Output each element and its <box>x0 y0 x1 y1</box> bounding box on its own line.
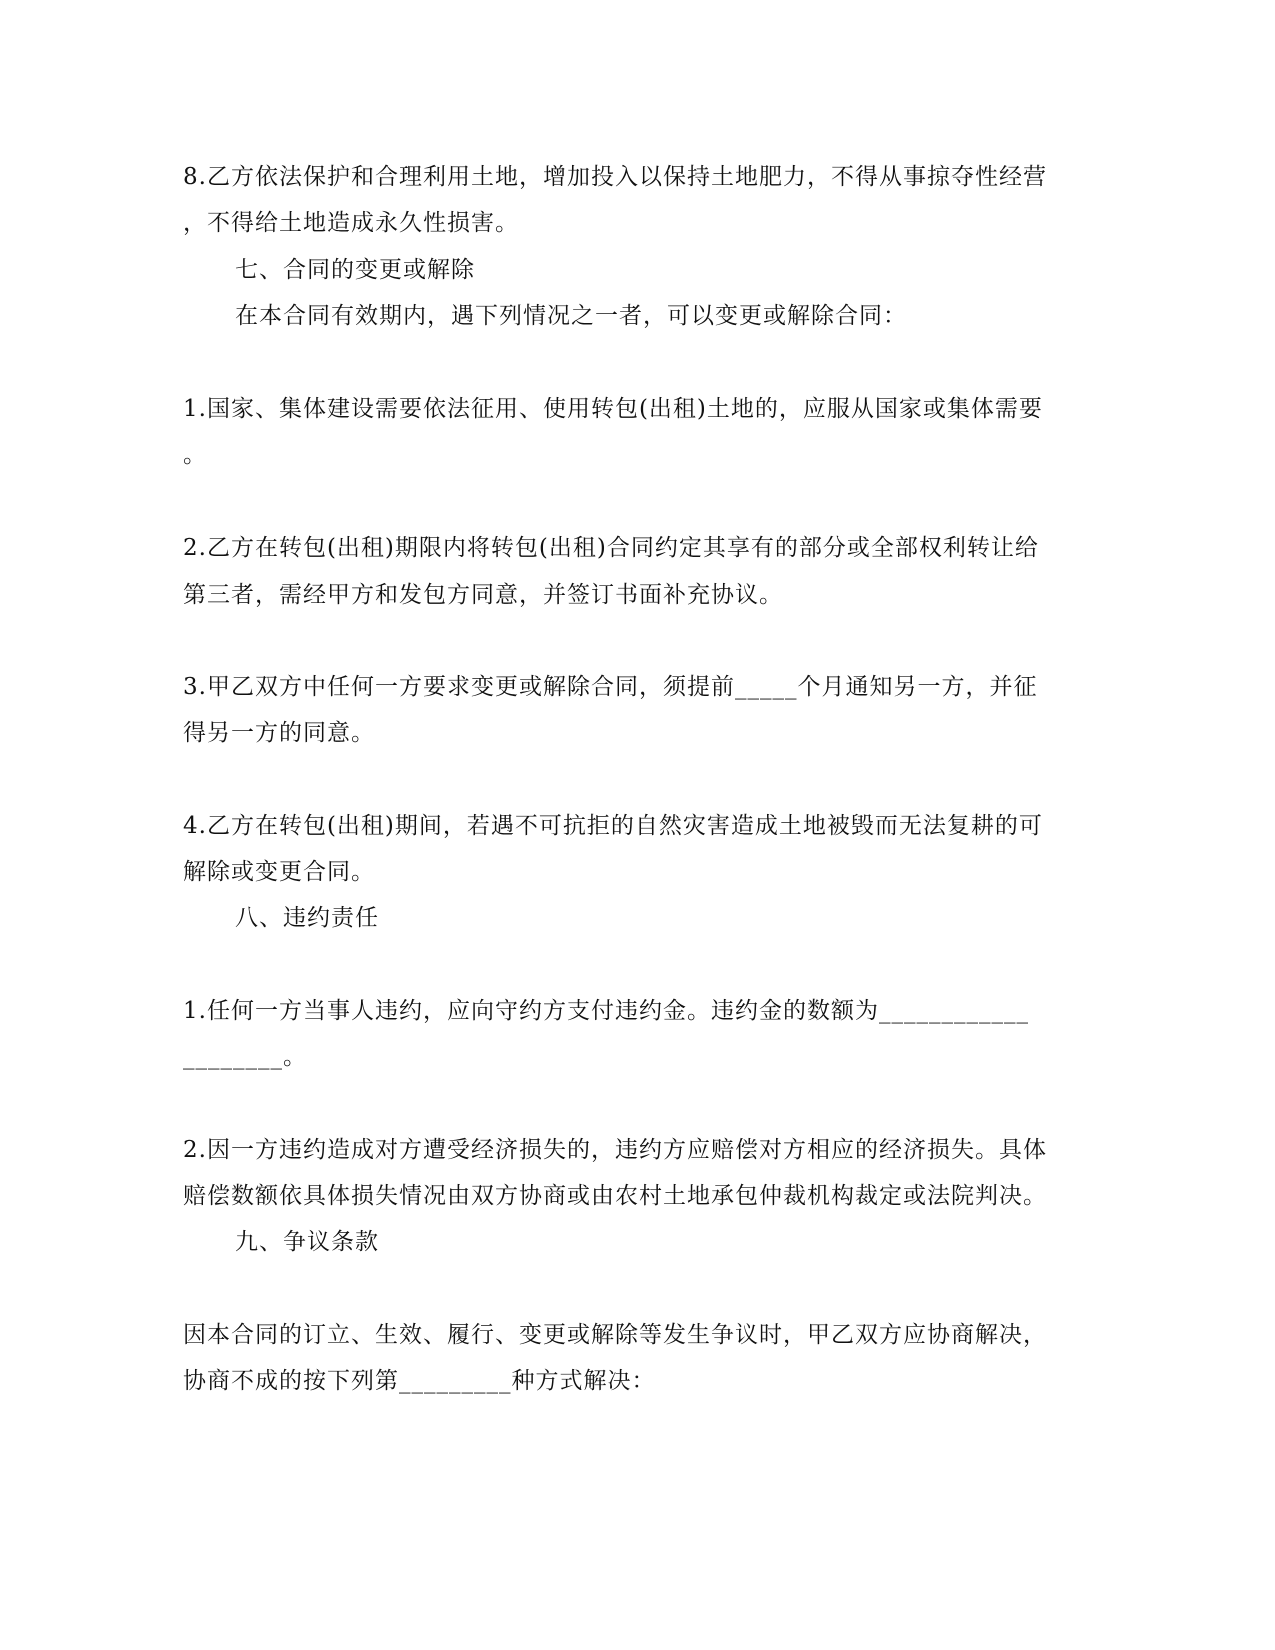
section-9-heading: 九、争议条款 <box>235 1229 379 1255</box>
penalty-2-line-2: 赔偿数额依具体损失情况由双方协商或由农村土地承包仲裁机构裁定或法院判决。 <box>183 1183 1047 1209</box>
item-3-line-2: 得另一方的同意。 <box>183 720 375 746</box>
item-4-line-2: 解除或变更合同。 <box>183 859 375 885</box>
item-2-line-2: 第三者，需经甲方和发包方同意，并签订书面补充协议。 <box>183 582 783 608</box>
penalty-2-line-1: 2.因一方违约造成对方遭受经济损失的，违约方应赔偿对方相应的经济损失。具体 <box>183 1137 1047 1163</box>
item-1-line-2: 。 <box>183 442 207 468</box>
item-3-line-1: 3.甲乙双方中任何一方要求变更或解除合同，须提前_____个月通知另一方，并征 <box>183 674 1038 700</box>
clause-8-line-1: 8.乙方依法保护和合理利用土地，增加投入以保持土地肥力，不得从事掠夺性经营 <box>183 164 1047 190</box>
item-2-line-1: 2.乙方在转包(出租)期限内将转包(出租)合同约定其享有的部分或全部权利转让给 <box>183 535 1039 561</box>
section-7-heading: 七、合同的变更或解除 <box>235 257 475 283</box>
penalty-1-line-1: 1.任何一方当事人违约，应向守约方支付违约金。违约金的数额为____________ <box>183 998 1029 1024</box>
dispute-line-1: 因本合同的订立、生效、履行、变更或解除等发生争议时，甲乙双方应协商解决， <box>183 1322 1047 1348</box>
clause-8-line-2: ，不得给土地造成永久性损害。 <box>183 210 519 236</box>
section-7-intro: 在本合同有效期内，遇下列情况之一者，可以变更或解除合同： <box>235 303 907 329</box>
penalty-1-line-2: ________。 <box>183 1044 307 1070</box>
item-1-line-1: 1.国家、集体建设需要依法征用、使用转包(出租)土地的，应服从国家或集体需要 <box>183 396 1043 422</box>
dispute-line-2: 协商不成的按下列第_________种方式解决： <box>183 1368 656 1394</box>
section-8-heading: 八、违约责任 <box>235 905 379 931</box>
item-4-line-1: 4.乙方在转包(出租)期间，若遇不可抗拒的自然灾害造成土地被毁而无法复耕的可 <box>183 813 1043 839</box>
